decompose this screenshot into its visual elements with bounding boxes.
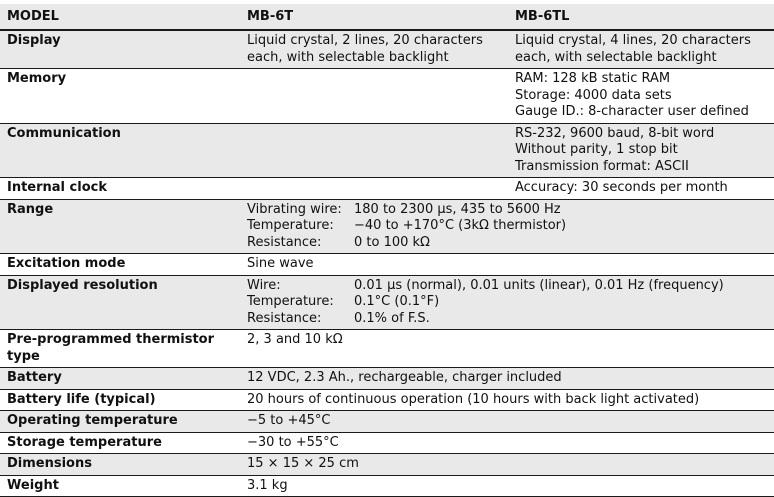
display-mb6t-line: Liquid crystal, 2 lines, 20 characters <box>247 33 513 50</box>
memory-mb6t <box>245 69 513 123</box>
memory-mb6tl <box>513 69 774 123</box>
range-values <box>245 200 774 254</box>
header-mb6t: MB-6T <box>245 4 513 29</box>
label-range: Range <box>0 200 245 254</box>
label-thermistor-type: Pre-programmed thermistor type <box>0 330 245 367</box>
label-dimensions: Dimensions <box>0 454 245 475</box>
label-operating-temperature: Operating temperature <box>0 411 245 432</box>
communication-line: RS-232, 9600 baud, 8-bit word <box>515 126 774 143</box>
memory-line: RAM: 128 kB static RAM <box>515 71 774 88</box>
row-range <box>0 200 774 255</box>
range-key: Vibrating wire: <box>247 202 354 219</box>
label-battery-life: Battery life (typical) <box>0 390 245 411</box>
display-mb6t <box>245 31 513 68</box>
communication-line: Without parity, 1 stop bit <box>515 142 774 159</box>
range-value: −40 to +170°C (3kΩ thermistor) <box>354 218 566 235</box>
battery-value: 12 VDC, 2.3 Ah., rechargeable, charger included <box>245 368 774 389</box>
row-dimensions <box>0 454 774 476</box>
row-battery-life <box>0 390 774 412</box>
row-excitation-mode <box>0 254 774 276</box>
label-excitation-mode: Excitation mode <box>0 254 245 275</box>
communication-line: Transmission format: ASCII <box>515 159 774 176</box>
label-battery: Battery <box>0 368 245 389</box>
weight-value: 3.1 kg <box>245 476 774 497</box>
thermistor-value: 2, 3 and 10 kΩ <box>245 330 774 367</box>
resolution-item <box>247 278 774 295</box>
display-mb6tl-line: Liquid crystal, 4 lines, 20 characters <box>515 33 774 50</box>
row-thermistor-type <box>0 330 774 368</box>
row-memory <box>0 69 774 124</box>
storage-temperature-value: −30 to +55°C <box>245 433 774 454</box>
range-item <box>247 218 774 235</box>
header-mb6tl: MB-6TL <box>513 4 774 29</box>
display-mb6tl <box>513 31 774 68</box>
communication-mb6tl <box>513 124 774 178</box>
range-value: 180 to 2300 μs, 435 to 5600 Hz <box>354 202 561 219</box>
label-display: Display <box>0 31 245 68</box>
range-value: 0 to 100 kΩ <box>354 235 430 252</box>
row-battery <box>0 368 774 390</box>
clock-mb6tl: Accuracy: 30 seconds per month <box>513 178 774 199</box>
resolution-value: 0.1% of F.S. <box>354 311 430 328</box>
row-internal-clock <box>0 178 774 200</box>
row-communication <box>0 124 774 179</box>
row-storage-temperature <box>0 433 774 455</box>
row-operating-temperature <box>0 411 774 433</box>
resolution-item <box>247 294 774 311</box>
spec-table <box>0 4 774 497</box>
range-key: Temperature: <box>247 218 354 235</box>
resolution-values <box>245 276 774 330</box>
resolution-item <box>247 311 774 328</box>
label-displayed-resolution: Displayed resolution <box>0 276 245 330</box>
label-internal-clock: Internal clock <box>0 178 245 199</box>
header-model: MODEL <box>0 4 245 29</box>
row-displayed-resolution <box>0 276 774 331</box>
display-mb6t-line: each, with selectable backlight <box>247 50 513 67</box>
resolution-value: 0.01 μs (normal), 0.01 units (linear), 0.01 Hz (frequency) <box>354 278 724 295</box>
memory-line: Gauge ID.: 8-character user defined <box>515 104 774 121</box>
label-weight: Weight <box>0 476 245 497</box>
row-display <box>0 31 774 69</box>
resolution-key: Wire: <box>247 278 354 295</box>
battery-life-value: 20 hours of continuous operation (10 hours with back light activated) <box>245 390 774 411</box>
range-item <box>247 202 774 219</box>
resolution-key: Resistance: <box>247 311 354 328</box>
operating-temperature-value: −5 to +45°C <box>245 411 774 432</box>
range-key: Resistance: <box>247 235 354 252</box>
range-item <box>247 235 774 252</box>
resolution-key: Temperature: <box>247 294 354 311</box>
clock-mb6t <box>245 178 513 199</box>
label-communication: Communication <box>0 124 245 178</box>
memory-line: Storage: 4000 data sets <box>515 88 774 105</box>
dimensions-value: 15 × 15 × 25 cm <box>245 454 774 475</box>
header-row <box>0 4 774 31</box>
excitation-value: Sine wave <box>245 254 774 275</box>
label-memory: Memory <box>0 69 245 123</box>
display-mb6tl-line: each, with selectable backlight <box>515 50 774 67</box>
communication-mb6t <box>245 124 513 178</box>
resolution-value: 0.1°C (0.1°F) <box>354 294 439 311</box>
row-weight <box>0 476 774 497</box>
label-storage-temperature: Storage temperature <box>0 433 245 454</box>
